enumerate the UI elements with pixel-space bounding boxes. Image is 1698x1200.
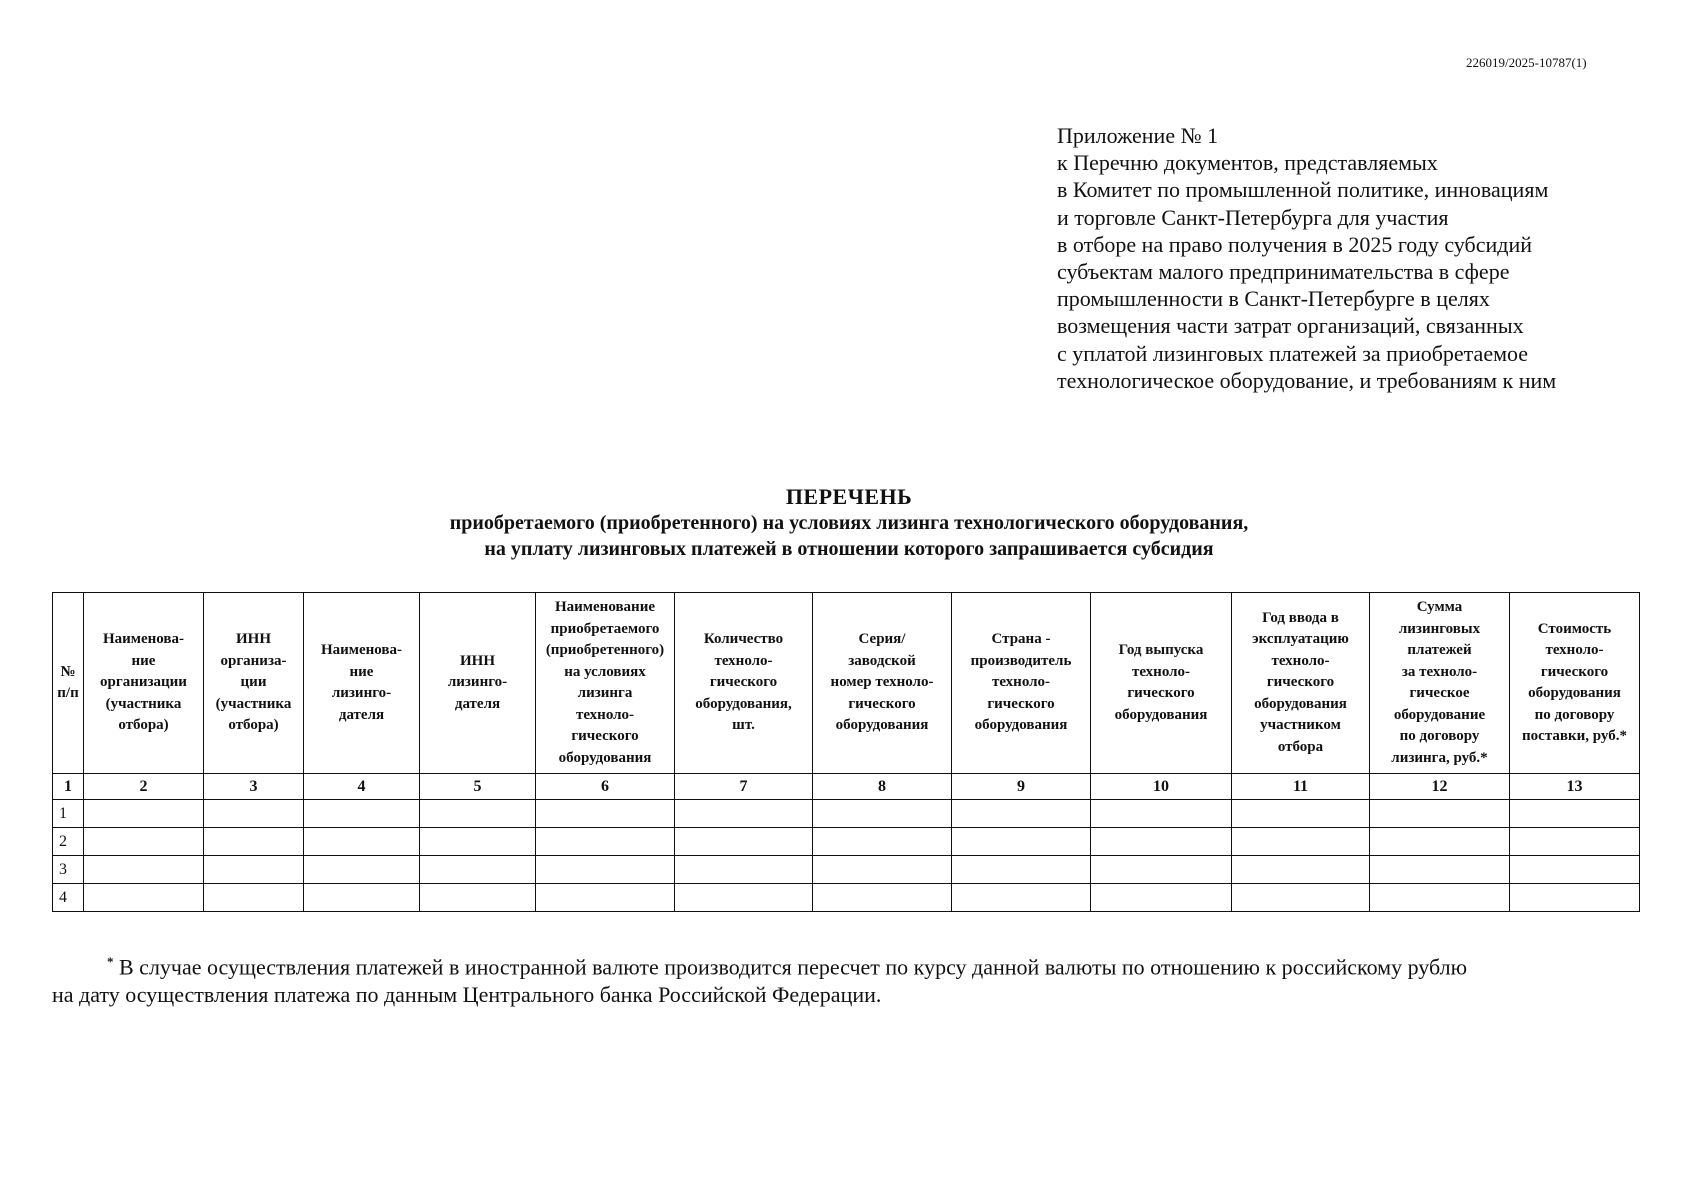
table-cell <box>420 856 536 884</box>
table-cell <box>1091 828 1232 856</box>
column-number: 11 <box>1232 774 1370 800</box>
table-cell <box>813 828 952 856</box>
header-col-10: Год выпуска техноло- гического оборудования <box>1091 593 1232 774</box>
table-cell <box>813 800 952 828</box>
column-number: 5 <box>420 774 536 800</box>
document-title <box>0 484 1698 562</box>
table-cell <box>304 884 420 912</box>
column-number: 3 <box>204 774 304 800</box>
header-col-7: Количество техноло- гического оборудования, шт. <box>675 593 813 774</box>
table-cell <box>952 856 1091 884</box>
table-cell <box>952 828 1091 856</box>
title-line: приобретаемого (приобретенного) на условиях лизинга технологического оборудования, <box>449 512 1249 534</box>
table-cell <box>84 884 204 912</box>
table-cell <box>1510 800 1640 828</box>
header-col-1: № п/п <box>53 593 84 774</box>
column-number: 6 <box>536 774 675 800</box>
appendix-line: в Комитет по промышленной политике, инновациям <box>1057 177 1549 203</box>
table-row <box>53 800 1640 828</box>
table-row <box>53 884 1640 912</box>
appendix-line: в отборе на право получения в 2025 году субсидий <box>1057 231 1533 257</box>
table-cell <box>1232 856 1370 884</box>
table-cell <box>304 800 420 828</box>
header-col-12: Сумма лизинговых платежей за техноло- гическое оборудование по договору лизинга, руб.* <box>1370 593 1510 774</box>
table-cell <box>204 884 304 912</box>
table-cell <box>1370 828 1510 856</box>
footnote-text: В случае осуществления платежей в иностранной валюте производится пересчет по курсу данной валюты по отношению к российскому рублю <box>113 954 1468 980</box>
title-line: на уплату лизинговых платежей в отношении которого запрашивается субсидия <box>484 538 1214 560</box>
table-cell <box>675 800 813 828</box>
footnote <box>52 948 1639 1009</box>
table-cell <box>304 828 420 856</box>
header-row <box>53 593 1640 774</box>
appendix-line: субъектам малого предпринимательства в сфере <box>1057 259 1510 285</box>
header-col-5: ИНН лизинго- дателя <box>420 593 536 774</box>
table-cell <box>1510 884 1640 912</box>
appendix-line: Приложение № 1 <box>1057 123 1219 148</box>
table-cell <box>536 828 675 856</box>
column-number: 10 <box>1091 774 1232 800</box>
column-number: 1 <box>53 774 84 800</box>
row-number: 3 <box>53 856 84 884</box>
appendix-line: возмещения части затрат организаций, связанных <box>1057 313 1524 339</box>
table-cell <box>952 884 1091 912</box>
title-main: ПЕРЕЧЕНЬ <box>785 484 913 509</box>
header-col-2: Наименова- ние организации (участника отбора) <box>84 593 204 774</box>
appendix-header <box>1057 122 1556 394</box>
table-cell <box>1370 800 1510 828</box>
table-cell <box>204 856 304 884</box>
table-cell <box>1370 856 1510 884</box>
table-cell <box>84 828 204 856</box>
column-number: 4 <box>304 774 420 800</box>
table-cell <box>1232 828 1370 856</box>
column-number: 8 <box>813 774 952 800</box>
document-registration-number: 226019/2025-10787(1) <box>1466 55 1587 70</box>
table-cell <box>675 828 813 856</box>
row-number: 1 <box>53 800 84 828</box>
column-number: 12 <box>1370 774 1510 800</box>
table-cell <box>420 800 536 828</box>
table-cell <box>420 828 536 856</box>
table-row <box>53 856 1640 884</box>
column-number: 13 <box>1510 774 1640 800</box>
table-cell <box>536 884 675 912</box>
table-cell <box>1232 800 1370 828</box>
table-cell <box>204 828 304 856</box>
table-cell <box>675 856 813 884</box>
table-cell <box>1510 828 1640 856</box>
column-number: 7 <box>675 774 813 800</box>
table-cell <box>952 800 1091 828</box>
table-cell <box>1232 884 1370 912</box>
table-cell <box>813 884 952 912</box>
table-row <box>53 828 1640 856</box>
header-col-13: Стоимость техноло- гического оборудования по договору поставки, руб.* <box>1510 593 1640 774</box>
table-cell <box>1091 856 1232 884</box>
appendix-line: и торговле Санкт-Петербурга для участия <box>1057 204 1449 230</box>
header-col-4: Наименова- ние лизинго- дателя <box>304 593 420 774</box>
equipment-table-container <box>52 592 1640 912</box>
appendix-line: промышленности в Санкт-Петербурге в целях <box>1057 286 1490 312</box>
equipment-list-table <box>52 592 1640 912</box>
appendix-line: с уплатой лизинговых платежей за приобретаемое <box>1057 340 1529 366</box>
column-number: 2 <box>84 774 204 800</box>
appendix-line: технологическое оборудование, и требованиям к ним <box>1057 367 1557 393</box>
table-cell <box>1091 884 1232 912</box>
table-cell <box>204 800 304 828</box>
table-cell <box>420 884 536 912</box>
footnote-marker: * <box>107 954 114 969</box>
row-number: 2 <box>53 828 84 856</box>
table-cell <box>813 856 952 884</box>
footnote-line <box>52 948 1639 981</box>
table-cell <box>1370 884 1510 912</box>
column-number: 9 <box>952 774 1091 800</box>
table-cell <box>1510 856 1640 884</box>
table-cell <box>1091 800 1232 828</box>
header-col-9: Страна - производитель техноло- гического оборудования <box>952 593 1091 774</box>
appendix-line: к Перечню документов, представляемых <box>1057 150 1438 176</box>
header-col-11: Год ввода в эксплуатацию техноло- гического оборудования участником отбора <box>1232 593 1370 774</box>
table-cell <box>84 856 204 884</box>
row-number: 4 <box>53 884 84 912</box>
table-cell <box>304 856 420 884</box>
header-col-8: Серия/ заводской номер техноло- гического оборудования <box>813 593 952 774</box>
table-cell <box>675 884 813 912</box>
table-cell <box>84 800 204 828</box>
header-col-6: Наименование приобретаемого (приобретенного) на условиях лизинга техноло- гического оборудования <box>536 593 675 774</box>
footnote-line: на дату осуществления платежа по данным Центрального банка Российской Федерации. <box>52 982 882 1008</box>
column-number-row <box>53 774 1640 800</box>
header-col-3: ИНН организа- ции (участника отбора) <box>204 593 304 774</box>
table-cell <box>536 800 675 828</box>
table-cell <box>536 856 675 884</box>
